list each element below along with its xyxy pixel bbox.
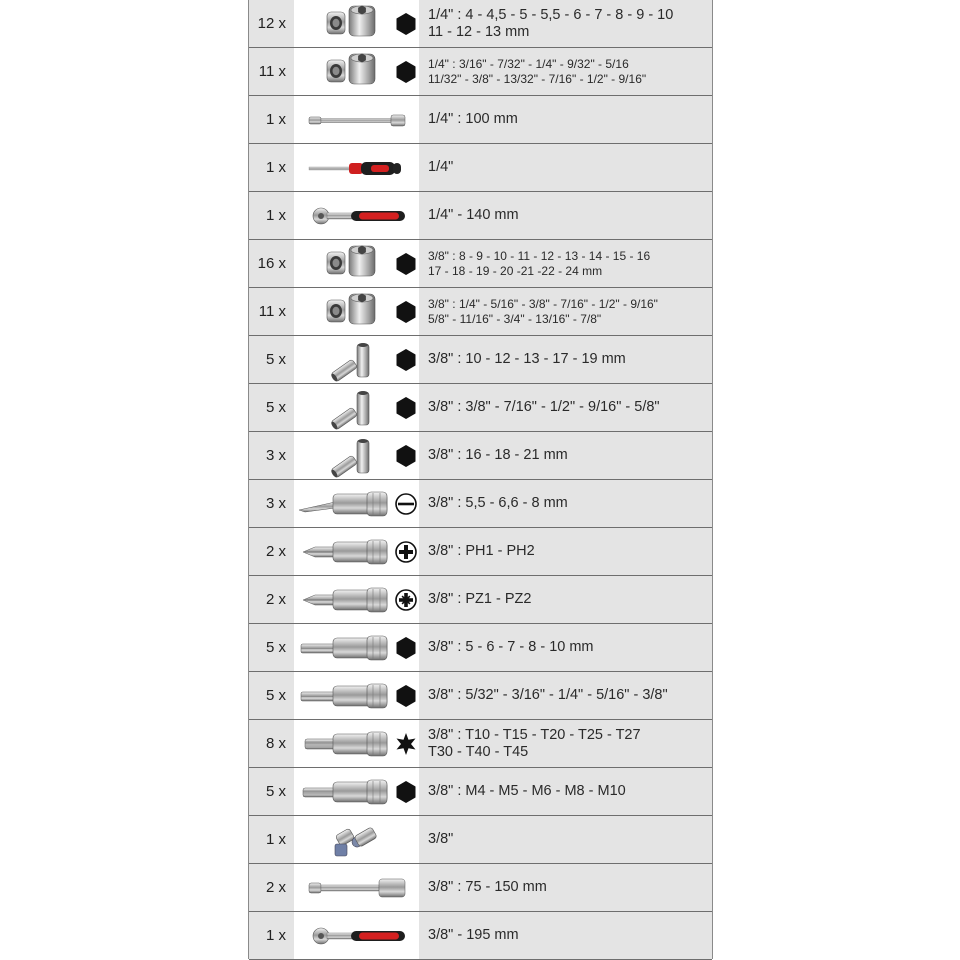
description-line: 17 - 18 - 19 - 20 -21 -22 - 24 mm (428, 263, 603, 278)
quantity-cell: 1 x (249, 912, 294, 959)
quantity-cell: 11 x (249, 288, 294, 335)
bit-socket-icon (299, 492, 387, 516)
description-line: T30 - T40 - T45 (428, 743, 529, 760)
description-line: 3/8" : 16 - 18 - 21 mm (428, 447, 568, 463)
description-line: 3/8" : T10 - T15 - T20 - T25 - T27 (428, 726, 641, 743)
table-row (249, 48, 712, 96)
torx-drive-icon (397, 733, 416, 755)
description-line: 5/8" - 11/16" - 3/4" - 13/16" - 7/8" (428, 311, 602, 326)
bit-socket-icon (301, 684, 387, 708)
description-line: 3/8" : 75 - 150 mm (428, 879, 547, 895)
socket-icon (327, 246, 375, 277)
slotted-drive-icon (396, 494, 416, 514)
description-cell (419, 96, 712, 143)
quantity-cell: 5 x (249, 672, 294, 719)
deep-socket-icon (330, 391, 369, 431)
description-cell (419, 144, 712, 191)
bit-socket-icon (305, 732, 387, 756)
table-row (249, 624, 712, 672)
tool-image-cell (295, 912, 419, 959)
quantity-cell: 16 x (249, 240, 294, 287)
table-row (249, 288, 712, 336)
quantity-cell: 1 x (249, 96, 294, 143)
description-line: 3/8" : 8 - 9 - 10 - 11 - 12 - 13 - 14 - 15 - 16 (428, 248, 651, 263)
table-row (249, 240, 712, 288)
tool-image-cell (295, 816, 419, 863)
tool-image-cell (295, 528, 419, 575)
description-cell (419, 336, 712, 383)
description-cell (419, 192, 712, 239)
quantity-cell: 11 x (249, 48, 294, 95)
description-cell (419, 576, 712, 623)
quantity-cell: 5 x (249, 336, 294, 383)
tool-image-cell (295, 192, 419, 239)
socket-icon (327, 54, 375, 85)
quantity-cell: 1 x (249, 192, 294, 239)
description-line: 11 - 12 - 13 mm (428, 23, 530, 40)
tool-image-cell (295, 480, 419, 527)
table-row (249, 384, 712, 432)
screwdriver-icon (309, 162, 401, 175)
deep-socket-icon (330, 439, 369, 479)
description-cell (419, 864, 712, 911)
description-line: 3/8" - 195 mm (428, 927, 519, 943)
hex-drive-icon (397, 781, 416, 803)
tool-image-cell (295, 672, 419, 719)
quantity-cell: 3 x (249, 480, 294, 527)
tool-image-cell (295, 336, 419, 383)
quantity-cell: 5 x (249, 384, 294, 431)
hex-drive-icon (397, 253, 416, 275)
table-row (249, 480, 712, 528)
hex-drive-icon (397, 349, 416, 371)
hex-drive-icon (397, 397, 416, 419)
description-line: 3/8" : 1/4" - 5/16" - 3/8" - 7/16" - 1/2" - 9/16" (428, 296, 658, 311)
description-line: 1/4" - 140 mm (428, 207, 519, 223)
description-cell (419, 912, 712, 959)
universal-joint-icon (335, 818, 377, 856)
table-row (249, 864, 712, 912)
table-row (249, 192, 712, 240)
hex-drive-icon (397, 685, 416, 707)
description-line: 3/8" : 10 - 12 - 13 - 17 - 19 mm (428, 351, 626, 367)
bit-socket-icon (301, 636, 387, 660)
quantity-cell: 1 x (249, 816, 294, 863)
tool-image-cell (295, 864, 419, 911)
description-cell (419, 240, 712, 287)
hex-drive-icon (397, 13, 416, 35)
table-row (249, 816, 712, 864)
description-cell (419, 720, 712, 767)
description-line: 1/4" : 100 mm (428, 111, 518, 127)
description-cell (419, 0, 712, 47)
bit-socket-icon (303, 588, 387, 612)
socket-icon (327, 6, 375, 37)
quantity-cell: 8 x (249, 720, 294, 767)
description-cell (419, 768, 712, 815)
table-row (249, 0, 712, 48)
description-line: 1/4" (428, 159, 454, 175)
table-row (249, 576, 712, 624)
tool-image-cell (295, 384, 419, 431)
socket-icon (327, 294, 375, 325)
tool-image-cell (295, 768, 419, 815)
tool-image-cell (295, 144, 419, 191)
tool-image-cell (295, 576, 419, 623)
table-row (249, 672, 712, 720)
quantity-cell: 2 x (249, 576, 294, 623)
table-row (249, 720, 712, 768)
quantity-cell: 2 x (249, 528, 294, 575)
bit-socket-icon (303, 540, 387, 564)
table-row (249, 336, 712, 384)
description-line: 3/8" : PZ1 - PZ2 (428, 591, 532, 607)
description-line: 1/4" : 3/16" - 7/32" - 1/4" - 9/32" - 5/16 (428, 56, 629, 71)
description-line: 3/8" : 5/32" - 3/16" - 1/4" - 5/16" - 3/8" (428, 687, 668, 703)
description-line: 3/8" : M4 - M5 - M6 - M8 - M10 (428, 783, 626, 799)
ratchet-icon (313, 208, 405, 224)
quantity-cell: 12 x (249, 0, 294, 47)
tool-image-cell (295, 240, 419, 287)
quantity-cell: 3 x (249, 432, 294, 479)
description-cell (419, 288, 712, 335)
tool-image-cell (295, 0, 419, 47)
description-cell (419, 528, 712, 575)
hex-drive-icon (397, 301, 416, 323)
quantity-cell: 1 x (249, 144, 294, 191)
description-cell (419, 432, 712, 479)
quantity-cell: 5 x (249, 624, 294, 671)
table-row (249, 768, 712, 816)
deep-socket-icon (330, 343, 369, 383)
tool-image-cell (295, 288, 419, 335)
pozidriv-drive-icon (396, 590, 416, 610)
description-cell (419, 48, 712, 95)
tool-image-cell (295, 432, 419, 479)
description-cell (419, 384, 712, 431)
table-row (249, 144, 712, 192)
description-cell (419, 816, 712, 863)
table-row (249, 96, 712, 144)
description-line: 3/8" : 5 - 6 - 7 - 8 - 10 mm (428, 639, 594, 655)
tool-image-cell (295, 96, 419, 143)
description-line: 1/4" : 4 - 4,5 - 5 - 5,5 - 6 - 7 - 8 - 9 - 10 (428, 6, 674, 23)
extension-bar-icon (309, 879, 405, 897)
parts-table (248, 0, 713, 959)
table-row (249, 528, 712, 576)
phillips-drive-icon (396, 542, 416, 562)
table-row (249, 432, 712, 480)
description-cell (419, 624, 712, 671)
description-line: 3/8" (428, 831, 454, 847)
description-line: 3/8" : PH1 - PH2 (428, 543, 535, 559)
table-row (249, 912, 712, 960)
description-line: 3/8" : 3/8" - 7/16" - 1/2" - 9/16" - 5/8" (428, 399, 660, 415)
extension-bar-icon (309, 115, 405, 126)
description-cell (419, 480, 712, 527)
description-line: 11/32" - 3/8" - 13/32" - 7/16" - 1/2" - 9/16" (428, 71, 647, 86)
tool-image-cell (295, 624, 419, 671)
description-line: 3/8" : 5,5 - 6,6 - 8 mm (428, 495, 568, 511)
hex-drive-icon (397, 637, 416, 659)
tool-image-cell (295, 720, 419, 767)
bit-socket-icon (303, 780, 387, 804)
description-cell (419, 672, 712, 719)
tool-image-cell (295, 48, 419, 95)
hex-drive-icon (397, 61, 416, 83)
quantity-cell: 2 x (249, 864, 294, 911)
hex-drive-icon (397, 445, 416, 467)
ratchet-icon (313, 928, 405, 944)
quantity-cell: 5 x (249, 768, 294, 815)
